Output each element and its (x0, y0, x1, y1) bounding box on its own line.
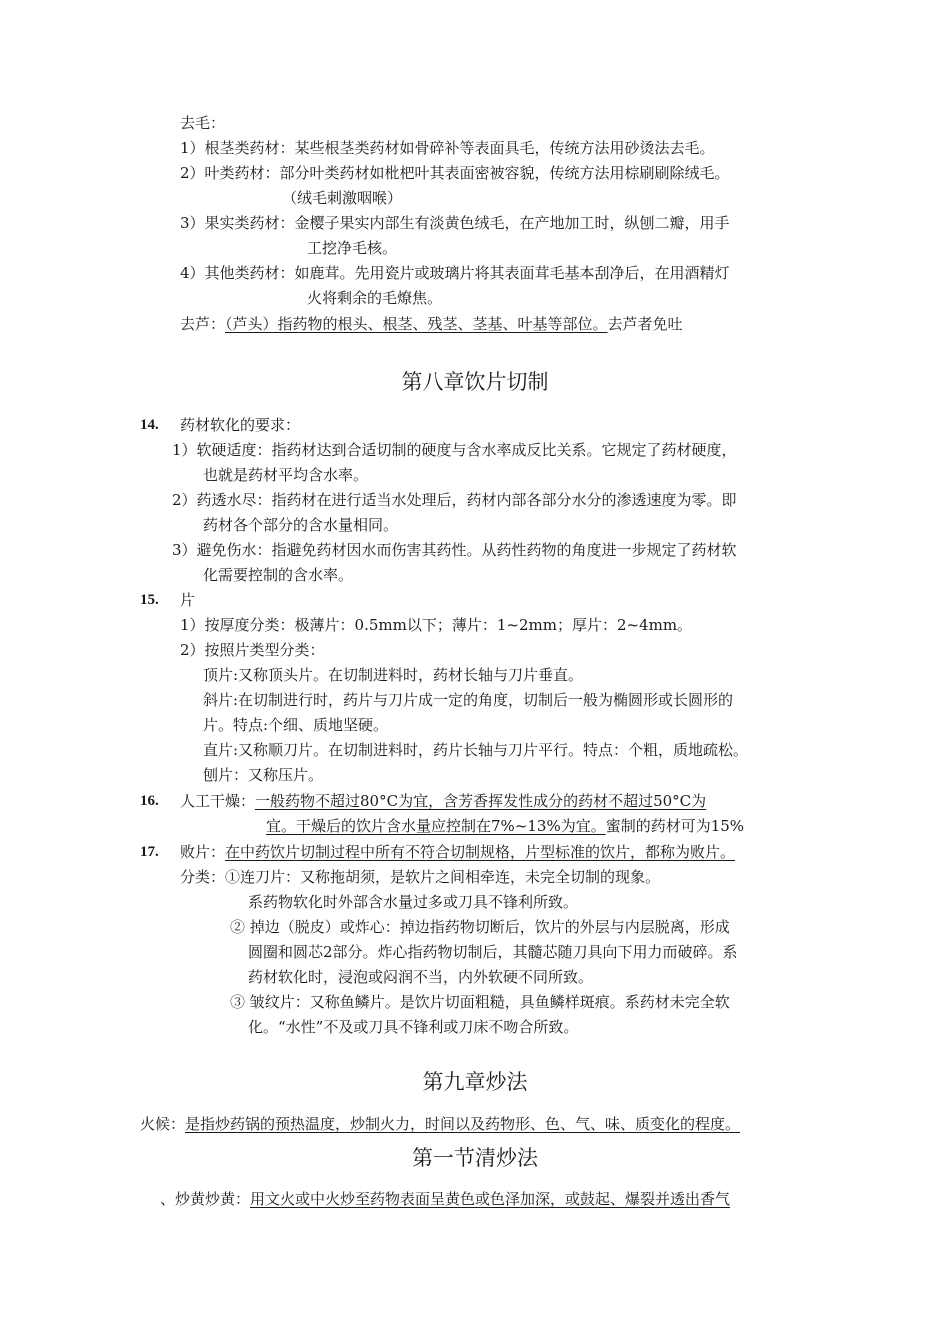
qumao-item-3-line-1: 3）果实类药材：金樱子果实内部生有淡黄色绒毛，在产地加工时，纵刨二瓣，用手 (180, 214, 730, 232)
q17-zhouwen-line-1: ③ 皱纹片：又称鱼鳞片。是饮片切面粗糙，具鱼鳞样斑痕。系药材未完全软 (230, 993, 730, 1011)
chapter-9-title: 第九章炒法 (422, 1070, 528, 1094)
q16-line-2 (266, 815, 744, 837)
qulu-label: 去芦： (180, 315, 226, 333)
qumao-item-1: 1）根茎类药材：某些根茎类药材如骨碎补等表面具毛，传统方法用砂烫法去毛。 (180, 139, 715, 157)
q17-line-1 (180, 841, 735, 863)
chapter-8-title: 第八章饮片切制 (401, 370, 549, 394)
q17-diaobian-line-3: 药材软化时，浸泡或闷润不当，内外软硬不同所致。 (248, 968, 594, 986)
qumao-item-4-line-2: 火将剩余的毛燎焦。 (307, 289, 443, 307)
q17-fenlei-line-1: 分类：①连刀片：又称拖胡须，是软片之间相牵连，未完全切制的现象。 (180, 868, 661, 886)
q15-number: 15. (140, 592, 159, 608)
q15-xiepian-line-2: 片。特点:个细、质地坚硬。 (203, 716, 389, 734)
qulu-rest: 去芦者免吐 (607, 315, 683, 333)
q17-underlined-definition: 在中药饮片切制过程中所有不符合切制规格，片型标准的饮片，都称为败片。 (225, 843, 736, 861)
q17-fenlei-line-2: 系药物软化时外部含水量过多或刀具不锋利所致。 (248, 893, 579, 911)
q16-underlined-2: 宜。干燥后的饮片含水量应控制在7%~13%为宜。 (266, 817, 606, 835)
q15-zhipian: 直片:又称顺刀片。在切制进料时，药片长轴与刀片平行。特点：个粗，质地疏松。 (203, 741, 749, 759)
q14-item-3-line-1: 3）避免伤水：指避免药材因水而伤害其药性。从药性药物的角度进一步规定了药材软 (172, 541, 737, 559)
q14-item-3-line-2: 化需要控制的含水率。 (203, 566, 354, 584)
q14-item-1-line-1: 1）软硬适度：指药材达到合适切制的硬度与含水率成反比关系。它规定了药材硬度， (172, 441, 737, 459)
q16-line-1 (180, 790, 706, 812)
q14-item-1-line-2: 也就是药材平均含水率。 (203, 466, 369, 484)
huohou-underlined-definition: 是指炒药锅的预热温度，炒制火力，时间以及药物形、色、气、味、质变化的程度。 (185, 1115, 741, 1133)
q17-label: 败片： (180, 843, 226, 861)
huohou-label: 火候： (140, 1115, 186, 1133)
qumao-item-2: 2）叶类药材：部分叶类药材如枇杷叶其表面密被容貌，传统方法用棕刷刷除绒毛。 (180, 164, 730, 182)
q15-item-1: 1）按厚度分类：极薄片：0.5mm以下；薄片：1~2mm；厚片：2~4mm。 (180, 616, 693, 634)
q16-number: 16. (140, 793, 159, 809)
q17-zhouwen-line-2: 化。“水性”不及或刀具不锋利或刀床不吻合所致。 (248, 1018, 579, 1036)
qulu-underlined-definition: （芦头）指药物的根头、根茎、残茎、茎基、叶基等部位。 (225, 315, 608, 333)
huohou-paragraph (140, 1113, 740, 1135)
section-1-title: 第一节清炒法 (412, 1146, 538, 1170)
q14-item-2-line-2: 药材各个部分的含水量相同。 (203, 516, 399, 534)
qumao-item-2-note: （绒毛刺激咽喉） (282, 189, 403, 207)
q16-label: 人工干燥： (180, 792, 256, 810)
q15-xiepian-line-1: 斜片:在切制进行时，药片与刀片成一定的角度，切制后一般为椭圆形或长圆形的 (203, 691, 734, 709)
q15-item-2: 2）按照片类型分类： (180, 641, 325, 659)
q14-item-2-line-1: 2）药透水尽：指药材在进行适当水处理后，药材内部各部分水分的渗透速度为零。即 (172, 491, 737, 509)
q14-number: 14. (140, 417, 159, 433)
chaohuang-label: 、炒黄炒黄： (160, 1190, 251, 1208)
q17-diaobian-line-2: 圆圈和圆芯2部分。炸心指药物切制后，其髓芯随刀具向下用力而破碎。系 (248, 943, 738, 961)
section-qumao-title: 去毛： (180, 114, 226, 132)
qumao-item-4-line-1: 4）其他类药材：如鹿茸。先用瓷片或玻璃片将其表面茸毛基本刮净后，在用酒精灯 (180, 264, 730, 282)
q16-underlined-1: 一般药物不超过80°C为宜，含芳香挥发性成分的药材不超过50°C为 (255, 792, 707, 810)
q16-rest: 蜜制的药材可为15% (605, 817, 745, 835)
q17-diaobian-line-1: ② 掉边（脱皮）或炸心：掉边指药物切断后，饮片的外层与内层脱离，形成 (230, 918, 730, 936)
q15-dingpian: 顶片:又称顶头片。在切制进料时，药材长轴与刀片垂直。 (203, 666, 584, 684)
chaohuang-underlined-definition: 用文火或中火炒至药物表面呈黄色或色泽加深，或鼓起、爆裂并透出香气 (250, 1190, 731, 1208)
q15-title: 片 (180, 591, 196, 609)
q17-number: 17. (140, 844, 159, 860)
chaohuang-paragraph (160, 1188, 730, 1210)
qumao-item-3-line-2: 工挖净毛核。 (307, 239, 398, 257)
q14-title: 药材软化的要求： (180, 416, 301, 434)
q15-baopian: 刨片：又称压片。 (203, 766, 324, 784)
qulu-paragraph (180, 313, 683, 335)
